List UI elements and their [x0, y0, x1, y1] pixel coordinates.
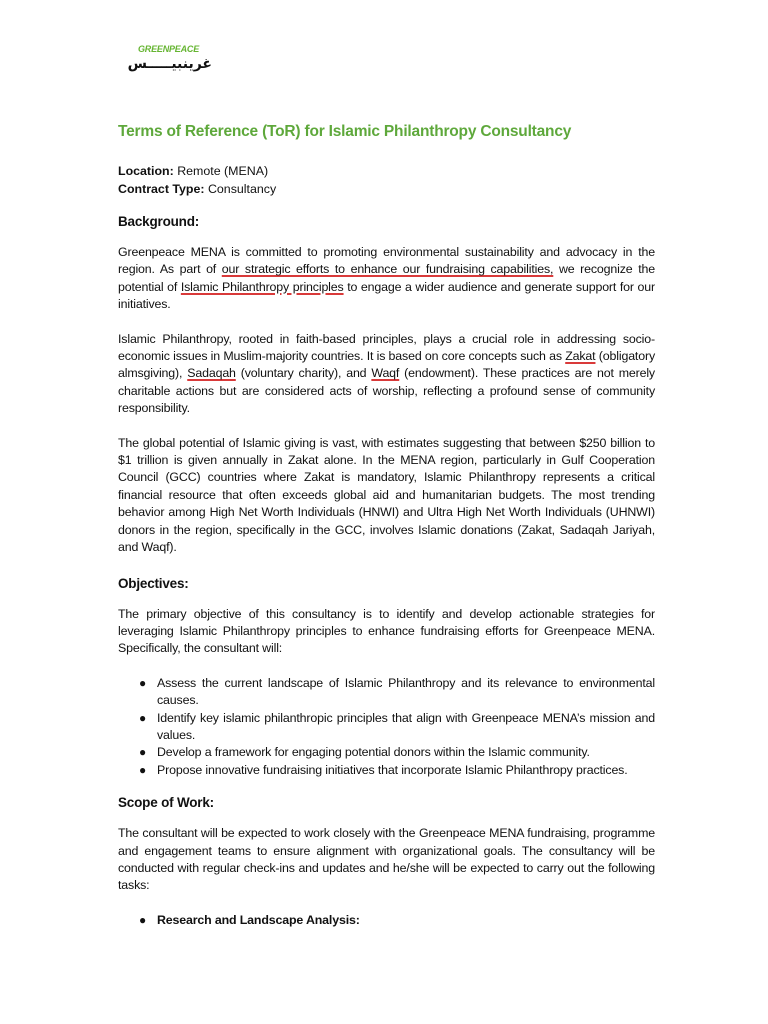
- list-item: [118, 762, 655, 779]
- text-run: we recognize the potential of: [118, 262, 655, 294]
- contract-type-line: [118, 180, 655, 198]
- list-item-text: Identify key islamic philanthropic principles that align with Greenpeace MENA’s mission and values.: [157, 710, 655, 742]
- objectives-heading: Objectives:: [118, 575, 189, 591]
- contract-type-label: Contract Type:: [118, 182, 205, 196]
- logo-arabic: غرينبيـــــس: [127, 56, 212, 72]
- underlined-phrase: Islamic Philanthropy principles: [180, 279, 344, 294]
- list-item: [118, 675, 655, 710]
- bullet-icon: ●: [139, 710, 147, 725]
- list-item-text: Assess the current landscape of Islamic Philanthropy and its relevance to environmental causes.: [157, 675, 655, 708]
- objectives-intro: The primary objective of this consultancy is to identify and develop actionable strategies for leveraging Islamic Philanthropy principles to enhance fundraising efforts for Greenpeace MENA. Specifically, the consultant will:: [118, 606, 655, 656]
- text-run: (voluntary charity), and: [235, 366, 372, 381]
- background-paragraph-3: The global potential of Islamic giving is vast, with estimates suggesting that between $250 billion to $1 trillion is given annually in Zakat alone. In the MENA region, particularly in Gulf Cooperation Council (GCC) countries where Zakat is mandatory, Islamic Philanthropy represents a critical financial resource that often exceeds global aid and humanitarian budgets. The most trending behavior among High Net Worth Individuals (HNWI) and Ultra High Net Worth Individuals (UHNWI) donors in the region, specifically in the GCC, involves Islamic donations (Zakat, Sadaqah Jariyah, and Waqf).: [118, 435, 655, 555]
- document-title: Terms of Reference (ToR) for Islamic Philanthropy Consultancy: [118, 123, 572, 140]
- location-label: Location:: [118, 164, 174, 178]
- location-value: Remote (MENA): [173, 164, 269, 178]
- location-line: [118, 162, 655, 180]
- list-item: [118, 912, 655, 929]
- bullet-icon: ●: [139, 745, 147, 760]
- list-item-text: Develop a framework for engaging potential donors within the Islamic community.: [157, 745, 590, 760]
- underlined-term-sadaqah: Sadaqah: [187, 366, 236, 381]
- underlined-phrase: our strategic efforts to enhance our fundraising capabilities,: [221, 262, 554, 277]
- document-body: [118, 120, 655, 943]
- scope-task-list: [118, 912, 655, 929]
- text-run: Greenpeace MENA is committed to promoting environmental sustainability and advocacy in the region. As part of: [118, 245, 655, 277]
- scope-heading: Scope of Work:: [118, 795, 214, 811]
- contract-type-value: Consultancy: [204, 182, 277, 196]
- bullet-icon: ●: [139, 912, 147, 927]
- text-run: (obligatory almsgiving),: [118, 349, 655, 381]
- list-item: [118, 710, 655, 745]
- scope-intro: The consultant will be expected to work closely with the Greenpeace MENA fundraising, programme and engagement teams to ensure alignment with organizational goals. The consultancy will be conducted with regular check-ins and updates and he/she will be expected to carry out the following tasks:: [118, 826, 655, 893]
- logo-english: GREENPEACE: [138, 44, 200, 54]
- background-heading: Background:: [118, 214, 200, 229]
- underlined-term-zakat: Zakat: [565, 349, 596, 364]
- background-paragraph-2: [118, 331, 655, 418]
- text-run: to engage a wider audience and generate support for our initiatives.: [118, 279, 655, 312]
- bullet-icon: ●: [139, 762, 147, 777]
- objectives-list: [118, 675, 655, 779]
- background-paragraph-1: [118, 244, 655, 314]
- text-run: (endowment). These practices are not merely charitable actions but are considered acts of worship, reflecting a profound sense of community responsibility.: [118, 366, 655, 416]
- list-item-text: Propose innovative fundraising initiatives that incorporate Islamic Philanthropy practices.: [157, 762, 628, 777]
- greenpeace-logo: [127, 44, 212, 80]
- bullet-icon: ●: [139, 675, 147, 690]
- task-title: Research and Landscape Analysis:: [157, 912, 360, 927]
- text-run: Islamic Philanthropy, rooted in faith-based principles, plays a crucial role in addressing socio-economic issues in Muslim-majority countries. It is based on core concepts such as: [118, 331, 655, 364]
- underlined-term-waqf: Waqf: [371, 366, 400, 381]
- list-item: [118, 744, 655, 761]
